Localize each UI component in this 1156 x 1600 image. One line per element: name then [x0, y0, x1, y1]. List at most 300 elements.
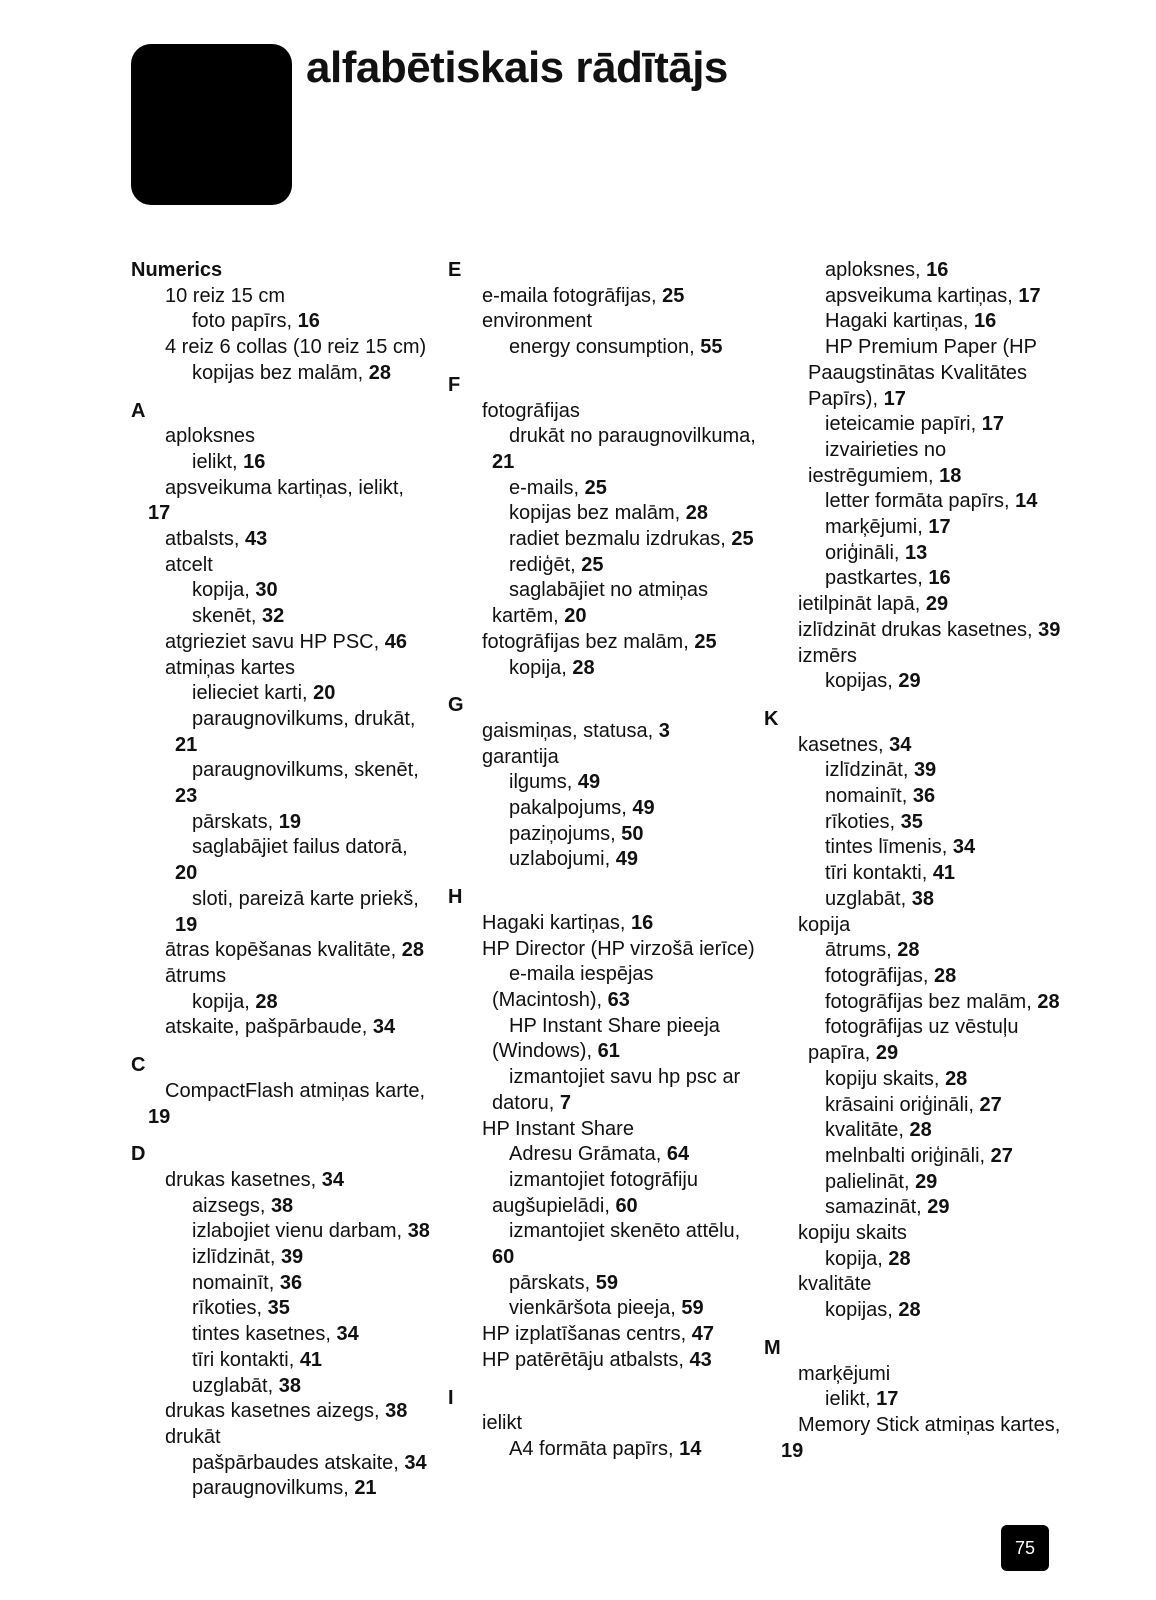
page-reference: 25 [584, 476, 607, 499]
entry-text: izmantojiet fotogrāfiju augšupielādi, [492, 1168, 698, 1217]
index-entry [131, 553, 431, 579]
page-reference: 28 [401, 939, 425, 962]
entry-text: kopija [798, 913, 851, 936]
entry-text: nomainīt, [192, 1271, 280, 1294]
page-reference: 38 [407, 1220, 430, 1243]
index-subentry [764, 309, 1064, 335]
entry-text: HP Instant Share [482, 1117, 634, 1140]
page-reference: 21 [175, 733, 198, 756]
index-entry [131, 527, 431, 553]
entry-text: oriģināli, [825, 541, 906, 564]
index-subentry [764, 1195, 1064, 1221]
entry-text: ātras kopēšanas kvalitāte, [165, 939, 402, 962]
entry-text: Memory Stick atmiņas kartes, [798, 1413, 1061, 1436]
page-reference: 28 [572, 656, 595, 679]
index-section [131, 1142, 431, 1502]
entry-text: atskaite, pašpārbaude, [165, 1016, 373, 1039]
index-subentry [448, 578, 758, 629]
entry-text: kasetnes, [798, 733, 890, 756]
page-reference: 50 [621, 822, 644, 845]
page-reference: 34 [404, 1451, 427, 1474]
index-column-1 [131, 258, 431, 1502]
page-reference: 17 [876, 1388, 899, 1411]
page-reference: 34 [889, 733, 912, 756]
entry-text: palielināt, [825, 1170, 916, 1193]
page-reference: 16 [297, 310, 320, 333]
entry-text: atcelt [165, 553, 213, 576]
index-entry [448, 1348, 758, 1374]
index-subentry [764, 669, 1064, 695]
entry-text: vienkāršota pieeja, [509, 1297, 682, 1320]
index-section [448, 693, 758, 873]
index-subentry [764, 1093, 1064, 1119]
index-subentry [131, 309, 431, 335]
index-subentry [448, 553, 758, 579]
index-subentry [764, 758, 1064, 784]
index-subentry [764, 1247, 1064, 1273]
index-subentry [448, 527, 758, 553]
page-reference: 36 [279, 1271, 303, 1294]
entry-text: e-maila fotogrāfijas, [482, 284, 663, 307]
page-reference: 21 [492, 450, 515, 473]
page-reference: 41 [932, 862, 956, 885]
entry-text: fotogrāfijas bez malām, [482, 630, 695, 653]
index-entry [448, 1322, 758, 1348]
index-entry [448, 937, 758, 963]
section-letter-heading: Numerics [131, 259, 223, 281]
page-reference: 17 [928, 516, 951, 539]
entry-text: rīkoties, [192, 1297, 268, 1320]
index-subentry [131, 1245, 431, 1271]
section-letter-heading: I [448, 1386, 454, 1409]
index-entry [131, 656, 431, 682]
index-section [448, 373, 758, 681]
entry-text: izlīdzināt, [192, 1246, 281, 1269]
entry-text: nomainīt, [825, 785, 913, 808]
index-subentry [131, 1451, 431, 1477]
entry-text: fotogrāfijas, [825, 964, 934, 987]
page-reference: 47 [691, 1323, 714, 1346]
page-reference: 16 [928, 567, 951, 590]
index-subentry [131, 887, 431, 938]
page-reference: 19 [175, 913, 198, 936]
section-letter-heading: F [448, 373, 461, 396]
index-subentry [131, 1348, 431, 1374]
page-reference: 20 [313, 682, 336, 705]
index-subentry [764, 784, 1064, 810]
index-entry [131, 1168, 431, 1194]
page-reference: 41 [299, 1348, 323, 1371]
index-subentry [448, 796, 758, 822]
page-reference: 60 [615, 1194, 638, 1217]
index-subentry [764, 284, 1064, 310]
entry-text: Hagaki kartiņas, [482, 911, 631, 934]
page-reference: 28 [945, 1067, 968, 1090]
page-reference: 59 [595, 1271, 618, 1294]
page-reference: 29 [927, 1196, 950, 1219]
index-subentry [131, 1322, 431, 1348]
page-reference: 63 [607, 988, 630, 1011]
entry-text: pakalpojums, [509, 797, 633, 820]
index-subentry [764, 258, 1064, 284]
index-subentry [448, 335, 758, 361]
section-letter-heading: H [448, 886, 463, 909]
entry-text: atgrieziet savu HP PSC, [165, 630, 385, 653]
page-number: 75 [1001, 1525, 1049, 1571]
page-reference: 39 [913, 759, 937, 782]
page-reference: 27 [990, 1144, 1013, 1167]
page-reference: 19 [781, 1439, 804, 1462]
section-letter-heading: A [131, 399, 146, 422]
entry-text: izmantojiet savu hp psc ar datoru, [492, 1066, 741, 1114]
entry-text: garantija [482, 745, 559, 768]
page-reference: 34 [336, 1323, 359, 1346]
index-subentry [448, 847, 758, 873]
page-reference: 43 [245, 528, 268, 551]
entry-text: HP Director (HP virzošā ierīce) [482, 937, 755, 960]
entry-text: ielikt [482, 1412, 523, 1435]
index-subentry [131, 1219, 431, 1245]
entry-text: drukāt [165, 1425, 221, 1448]
page-reference: 19 [278, 810, 301, 833]
entry-text: apsveikuma kartiņas, [825, 284, 1019, 307]
index-subentry [764, 438, 1064, 489]
section-letter-heading: E [448, 259, 462, 281]
page-reference: 38 [278, 1374, 301, 1397]
index-entry [448, 719, 758, 745]
entry-text: ielikt, [825, 1388, 877, 1411]
entry-text: marķējumi, [825, 516, 929, 539]
entry-text: pārskats, [509, 1271, 596, 1294]
index-subentry [764, 1015, 1064, 1066]
page-reference: 34 [372, 1016, 396, 1039]
entry-text: A4 formāta papīrs, [509, 1437, 680, 1460]
index-subentry [448, 1437, 758, 1463]
page-reference: 34 [952, 836, 976, 859]
entry-text: kopijas, [825, 670, 899, 693]
index-subentry [131, 707, 431, 758]
page-reference: 16 [973, 310, 997, 333]
page-reference: 17 [1018, 284, 1041, 307]
page-reference: 59 [681, 1297, 704, 1320]
page-reference: 27 [979, 1093, 1002, 1116]
entry-text: melnbalti oriģināli, [825, 1144, 991, 1167]
entry-text: uzglabāt, [192, 1374, 279, 1397]
entry-text: izmērs [798, 644, 857, 667]
index-subentry [448, 1142, 758, 1168]
entry-text: kopija, [509, 656, 573, 679]
entry-text: ieteicamie papīri, [825, 413, 982, 436]
index-subentry [764, 835, 1064, 861]
index-subentry [764, 335, 1064, 412]
index-entry [131, 1425, 431, 1451]
entry-text: pastkartes, [825, 567, 929, 590]
index-subentry [448, 501, 758, 527]
page-reference: 16 [926, 259, 949, 281]
index-section [448, 885, 758, 1373]
entry-text: HP izplatīšanas centrs, [482, 1323, 692, 1346]
page-reference: 17 [883, 387, 906, 410]
page-reference: 49 [632, 797, 655, 820]
entry-text: paraugnovilkums, skenēt, [192, 759, 419, 782]
index-subentry [764, 990, 1064, 1016]
page-reference: 28 [368, 361, 391, 384]
entry-text: ilgums, [509, 771, 578, 794]
index-entry [448, 399, 758, 425]
index-subentry [764, 566, 1064, 592]
page-reference: 3 [658, 719, 670, 742]
page-reference: 14 [679, 1437, 702, 1460]
entry-text: drukāt no paraugnovilkuma, [509, 425, 756, 448]
entry-text: paziņojums, [509, 822, 622, 845]
entry-text: Adresu Grāmata, [509, 1143, 667, 1166]
page-reference: 18 [939, 464, 962, 487]
entry-text: fotogrāfijas uz vēstuļu papīra, [808, 1016, 1019, 1065]
index-subentry [131, 681, 431, 707]
page-reference: 29 [898, 670, 921, 693]
index-entry [764, 913, 1064, 939]
index-column-2 [448, 258, 758, 1463]
entry-text: aploksnes [165, 425, 256, 448]
index-subentry [764, 887, 1064, 913]
page-reference: 35 [267, 1297, 290, 1320]
page-reference: 30 [255, 579, 278, 602]
entry-text: skenēt, [192, 605, 263, 628]
page-reference: 39 [280, 1246, 304, 1269]
index-subentry [764, 1144, 1064, 1170]
entry-text: 10 reiz 15 cm [165, 284, 286, 307]
index-subentry [764, 489, 1064, 515]
index-subentry [764, 810, 1064, 836]
entry-text: kvalitāte, [825, 1119, 910, 1142]
page-reference: 28 [255, 990, 278, 1013]
index-entry [448, 630, 758, 656]
page-reference: 38 [385, 1400, 408, 1423]
entry-text: aizsegs, [192, 1194, 271, 1217]
index-section [764, 1336, 1064, 1465]
page-reference: 21 [354, 1477, 377, 1500]
page-reference: 39 [1038, 618, 1061, 641]
page-reference: 25 [731, 528, 754, 551]
index-section [131, 258, 431, 387]
page-reference: 28 [1037, 990, 1060, 1013]
page-reference: 14 [1015, 490, 1038, 513]
index-subentry [764, 541, 1064, 567]
entry-text: tīri kontakti, [825, 862, 933, 885]
index-subentry [131, 1296, 431, 1322]
entry-text: atmiņas kartes [165, 656, 296, 679]
index-entry [764, 1413, 1064, 1464]
page-reference: 17 [981, 413, 1004, 436]
entry-text: CompactFlash atmiņas karte, [165, 1079, 426, 1102]
page-reference: 43 [689, 1348, 712, 1371]
index-entry [448, 1411, 758, 1437]
page-reference: 46 [384, 630, 407, 653]
section-letter-heading: M [764, 1336, 781, 1359]
entry-text: ātrums [165, 964, 227, 987]
index-entry [131, 630, 431, 656]
page-reference: 55 [700, 336, 723, 359]
index-subentry [448, 1296, 758, 1322]
entry-text: kopijas, [825, 1299, 899, 1322]
entry-text: Hagaki kartiņas, [825, 310, 974, 333]
page-reference: 13 [905, 541, 928, 564]
entry-text: rediģēt, [509, 553, 582, 576]
index-entry [131, 938, 431, 964]
entry-text: tintes kasetnes, [192, 1323, 337, 1346]
index-subentry [448, 962, 758, 1013]
entry-text: saglabājiet no atmiņas kartēm, [492, 579, 709, 628]
index-subentry [764, 1298, 1064, 1324]
index-subentry [764, 1118, 1064, 1144]
index-subentry [448, 1219, 758, 1270]
page-reference: 34 [321, 1168, 344, 1191]
page-reference: 36 [912, 785, 936, 808]
entry-text: saglabājiet failus datorā, [192, 836, 408, 859]
index-subentry [764, 1067, 1064, 1093]
index-subentry [448, 656, 758, 682]
index-subentry [448, 1014, 758, 1065]
entry-text: drukas kasetnes, [165, 1168, 322, 1191]
page-reference: 28 [685, 502, 708, 525]
entry-text: gaismiņas, statusa, [482, 719, 659, 742]
index-entry [131, 1079, 431, 1130]
index-subentry [764, 964, 1064, 990]
entry-text: uzglabāt, [825, 887, 912, 910]
entry-text: ietilpināt lapā, [798, 593, 926, 616]
page-reference: 25 [581, 553, 604, 576]
index-subentry [448, 1168, 758, 1219]
entry-text: letter formāta papīrs, [825, 490, 1016, 513]
section-letter-heading: D [131, 1143, 146, 1166]
entry-text: foto papīrs, [192, 310, 298, 333]
index-section [131, 399, 431, 1042]
index-section [448, 1386, 758, 1463]
index-subentry [448, 476, 758, 502]
page-reference: 28 [897, 939, 920, 962]
entry-text: HP patērētāju atbalsts, [482, 1348, 690, 1371]
index-section [764, 258, 1064, 695]
entry-text: izlīdzināt drukas kasetnes, [798, 618, 1039, 641]
index-entry [764, 618, 1064, 644]
page-reference: 20 [175, 862, 198, 885]
section-letter-heading: C [131, 1054, 146, 1077]
index-section [764, 707, 1064, 1324]
index-subentry [131, 1271, 431, 1297]
index-entry [131, 476, 431, 527]
entry-text: aploksnes, [825, 259, 927, 281]
page-reference: 25 [694, 630, 717, 653]
index-subentry [448, 770, 758, 796]
index-subentry [448, 424, 758, 475]
entry-text: drukas kasetnes aizegs, [165, 1400, 386, 1423]
entry-text: apsveikuma kartiņas, ielikt, [165, 476, 404, 499]
index-entry [131, 424, 431, 450]
page-reference: 28 [898, 1299, 921, 1322]
entry-text: HP Premium Paper (HP Paaugstinātas Kvalitātes Papīrs), [808, 336, 1037, 410]
page-reference: 60 [492, 1246, 515, 1269]
index-subentry [131, 604, 431, 630]
entry-text: 4 reiz 6 collas (10 reiz 15 cm) [165, 336, 427, 359]
entry-text: krāsaini oriģināli, [825, 1093, 980, 1116]
page-reference: 38 [270, 1194, 294, 1217]
entry-text: pašpārbaudes atskaite, [192, 1451, 405, 1474]
entry-text: paraugnovilkums, drukāt, [192, 707, 416, 730]
index-entry [764, 1221, 1064, 1247]
index-subentry [131, 1194, 431, 1220]
page-reference: 16 [630, 911, 654, 934]
index-entry [131, 1015, 431, 1041]
page-reference: 28 [888, 1247, 911, 1270]
page-reference: 25 [662, 284, 685, 307]
entry-text: energy consumption, [509, 336, 701, 359]
entry-text: sloti, pareizā karte priekš, [192, 887, 419, 910]
index-subentry [448, 1065, 758, 1116]
index-subentry [764, 861, 1064, 887]
entry-text: tintes līmenis, [825, 836, 953, 859]
index-subentry [131, 578, 431, 604]
entry-text: kvalitāte [798, 1273, 872, 1296]
section-letter-heading: K [764, 707, 779, 730]
entry-text: ielikt, [192, 450, 244, 473]
page-reference: 29 [915, 1170, 938, 1193]
entry-text: kopijas bez malām, [509, 502, 686, 525]
page-reference: 32 [262, 605, 285, 628]
page-reference: 20 [564, 605, 587, 628]
index-entry [131, 335, 431, 361]
entry-text: kopija, [192, 579, 256, 602]
page-reference: 28 [909, 1119, 932, 1142]
page-reference: 7 [559, 1091, 571, 1114]
page-reference: 23 [175, 785, 198, 808]
index-entry [448, 1117, 758, 1143]
index-subentry [131, 361, 431, 387]
index-subentry [764, 515, 1064, 541]
entry-text: izlabojiet vienu darbam, [192, 1220, 408, 1243]
page-reference: 38 [911, 887, 934, 910]
index-subentry [448, 822, 758, 848]
page-reference: 49 [577, 771, 601, 794]
index-subentry [764, 938, 1064, 964]
entry-text: izmantojiet skenēto attēlu, [509, 1220, 741, 1243]
index-subentry [131, 758, 431, 809]
entry-text: kopija, [192, 990, 256, 1013]
index-subentry [131, 835, 431, 886]
index-section [448, 258, 758, 361]
entry-text: fotogrāfijas bez malām, [825, 990, 1038, 1013]
index-entry [448, 309, 758, 335]
index-subentry [764, 1387, 1064, 1413]
entry-text: izvairieties no iestrēgumiem, [808, 438, 947, 487]
entry-text: tīri kontakti, [192, 1348, 300, 1371]
index-subentry [131, 1476, 431, 1502]
chapter-tab-block [131, 44, 292, 205]
entry-text: e-mails, [509, 476, 585, 499]
index-entry [131, 1399, 431, 1425]
index-entry [764, 1272, 1064, 1298]
entry-text: radiet bezmalu izdrukas, [509, 528, 732, 551]
index-subentry [131, 810, 431, 836]
index-subentry [448, 1271, 758, 1297]
index-entry [448, 284, 758, 310]
entry-text: kopijas bez malām, [192, 361, 369, 384]
page-reference: 35 [900, 810, 923, 833]
page-reference: 61 [597, 1040, 620, 1063]
entry-text: fotogrāfijas [482, 399, 580, 422]
entry-text: ātrums, [825, 939, 898, 962]
entry-text: e-maila iespējas (Macintosh), [492, 963, 654, 1011]
index-section [131, 1053, 431, 1130]
